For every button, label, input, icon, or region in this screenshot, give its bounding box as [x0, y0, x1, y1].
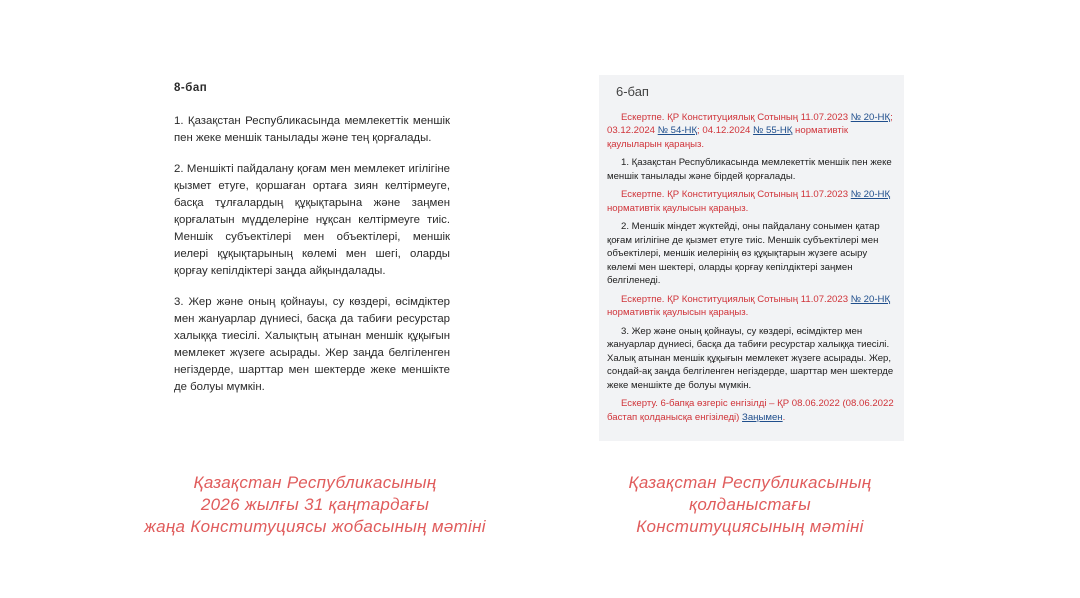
article-paragraph-2: 2. Меншік міндет жүктейді, оны пайдалану сонымен қатар қоғам игілігіне де қызмет етуге тиіс. Меншік субъектілері мен объектілері, меншік иелерінің өз құқықтарын жүзеге асыру көлемі мен шектері, оларды қорғау кепілдіктері заңмен белгіленеді.: [607, 221, 880, 286]
caption-line: жаңа Конституциясы жобасының мәтіні: [144, 517, 486, 536]
caption-line: Қазақстан Республикасының: [193, 473, 437, 492]
note-text: ; 04.12.2024: [697, 125, 754, 136]
link-20-nk[interactable]: № 20-НҚ: [850, 293, 891, 305]
note-text: нормативтік қаулысын қараңыз.: [607, 307, 749, 318]
note-text: Ескерту. 6-бапқа өзгеріс енгізілді – ҚР 08.06.2022 (08.06.2022 бастап қолданысқа енгізіледі): [607, 398, 894, 423]
note-text: Ескертпе. ҚР Конституциялық Сотының 11.07.2023: [621, 189, 851, 200]
note-text: .: [782, 411, 786, 423]
article-paragraph-1: 1. Қазақстан Республикасында мемлекеттік меншік пен жеке меншік танылады және бірдей қорғалады.: [607, 157, 892, 182]
note-4: [607, 397, 894, 424]
article-paragraph-3: 3. Жер және оның қойнауы, су көздері, өсімдіктер мен жануарлар дүниесі, басқа да табиғи ресурстар халыққа тиесілі. Халықтың атынан меншік құқығын мемлекет жүзеге асырады. Жер заңда белгіленген негіздерде, шарттар мен шектерде жеке меншікте де болуы мүмкін.: [174, 296, 450, 393]
link-54-nk[interactable]: № 54-НҚ: [657, 125, 698, 136]
article-paragraph-1: 1. Қазақстан Республикасында мемлекеттік меншік пен жеке меншік танылады және тең қорғалады.: [174, 115, 450, 144]
link-law[interactable]: Заңымен: [742, 411, 783, 423]
caption-draft: [110, 472, 520, 538]
article-heading: 6-бап: [616, 84, 649, 99]
link-20-nk[interactable]: № 20-НҚ: [850, 189, 891, 200]
link-20-nk[interactable]: № 20-НҚ: [850, 111, 891, 123]
caption-line: Қазақстан Республикасының: [628, 473, 872, 492]
note-2: [607, 188, 894, 215]
current-constitution-article: [599, 75, 904, 441]
link-55-nk[interactable]: № 55-НҚ: [753, 125, 793, 136]
draft-constitution-article: [174, 80, 450, 410]
note-text: нормативтік қаулысын қараңыз.: [607, 202, 749, 214]
note-text: Ескертпе. ҚР Конституциялық Сотының 11.07.2023: [621, 293, 851, 305]
note-text: Ескертпе. ҚР Конституциялық Сотының 11.07.2023: [621, 111, 851, 123]
note-1: [607, 111, 894, 152]
article-paragraph-3: 3. Жер және оның қойнауы, су көздері, өсімдіктер мен жануарлар дүниесі, басқа да табиғи ресурстар халыққа тиесілі. Халық атынан меншік құқығын мемлекет жүзеге асырады. Жер, сондай-ақ заңда белгіленген негіздерде, шарттар мен шектерде жеке меншікте де болуы мүмкін.: [607, 325, 894, 391]
article-paragraph-2: 2. Меншікті пайдалану қоғам мен мемлекет игілігіне қызмет етуге, қоршаған ортаға зиян келтірмеуге, басқа тұлғалардың құқықтарына және заңмен қорғалатын мүдделеріне нұқсан келтірмеуге тиіс. Меншік субъектілері мен объектілері, меншік иелері құқықтарының көлемі мен шегі, оларды қорғау кепілдіктері заңда айқындалады.: [174, 163, 450, 277]
caption-line: 2026 жылғы 31 қаңтардағы: [200, 495, 430, 514]
note-3: [607, 293, 894, 320]
note-text: ; 03.12.2024: [607, 111, 893, 136]
note-text: нормативтік қаулыларын қараңыз.: [607, 125, 849, 150]
caption-line: Конституциясының мәтіні: [636, 517, 864, 536]
caption-current: [590, 472, 910, 538]
caption-line: қолданыстағы: [689, 495, 811, 514]
article-heading: 8-бап: [174, 82, 208, 94]
